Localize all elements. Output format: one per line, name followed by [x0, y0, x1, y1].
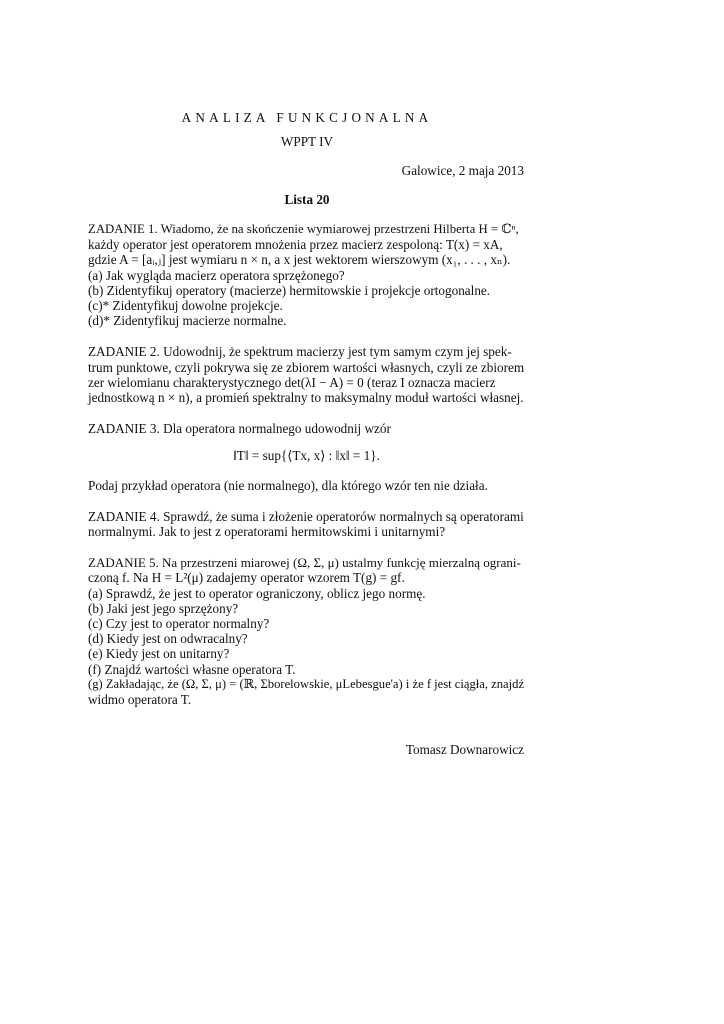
problem-line: Podaj przykład operatora (nie normalnego), dla którego wzór ten nie działa.	[88, 477, 488, 493]
problem-line: widmo operatora T.	[88, 692, 192, 708]
problem-line: (g) Zakładając, że (Ω, Σ, μ) = (ℝ, Σborelowskie, μLebesgue'a) i że f jest ciągła, znajdź	[88, 676, 525, 691]
problem-line: (c)* Zidentyfikuj dowolne projekcje.	[88, 298, 283, 314]
problem-2	[88, 344, 525, 405]
author-signature: Tomasz Downarowicz	[405, 742, 524, 757]
problem-5	[88, 555, 525, 707]
course-title: ANALIZA FUNKCJONALNA	[181, 110, 433, 125]
problem-line: gdzie A = [aᵢ,ⱼ] jest wymiaru n × n, a x jest wektorem wierszowym (x₁, . . . , xₙ).	[88, 252, 511, 268]
problem-line: ZADANIE 4. Sprawdź, że suma i złożenie operatorów normalnych są operatorami	[88, 508, 524, 524]
problem-line: czoną f. Na H = L²(μ) zadajemy operator wzorem T(g) = gf.	[88, 570, 405, 586]
problem-line: (b) Jaki jest jego sprzężony?	[88, 600, 239, 616]
problem-line: normalnymi. Jak to jest z operatorami hermitowskimi i unitarnymi?	[88, 524, 446, 540]
list-title: Lista 20	[284, 192, 330, 207]
problem-line: (d)* Zidentyfikuj macierze normalne.	[88, 313, 287, 329]
problem-line: ZADANIE 2. Udowodnij, że spektrum macierzy jest tym samym czym jej spek-	[88, 344, 512, 360]
problem-1	[88, 222, 525, 328]
problem-line: ZADANIE 5. Na przestrzeni miarowej (Ω, Σ, μ) ustalmy funkcję mierzalną ograni-	[88, 555, 521, 571]
problem-line: (c) Czy jest to operator normalny?	[88, 616, 270, 632]
problem-line: (f) Znajdź wartości własne operatora T.	[88, 661, 296, 677]
problem-line: (d) Kiedy jest on odwracalny?	[88, 631, 248, 647]
problem-line: (b) Zidentyfikuj operatory (macierze) hermitowskie i projekcje ortogonalne.	[88, 282, 491, 298]
problem-4	[88, 509, 525, 539]
problem-line: (a) Jak wygląda macierz operatora sprzężonego?	[88, 267, 345, 283]
problem-3	[88, 421, 525, 493]
problem-line: ZADANIE 3. Dla operatora normalnego udowodnij wzór	[88, 421, 391, 437]
problem-line: ZADANIE 1. Wiadomo, że na skończenie wymiarowej przestrzeni Hilberta H = ℂⁿ,	[88, 222, 519, 236]
problem-line: zer wielomianu charakterystycznego det(λI − A) = 0 (teraz I oznacza macierz	[88, 374, 496, 390]
problem-line: (a) Sprawdź, że jest to operator ograniczony, oblicz jego normę.	[88, 585, 426, 601]
problem-line: jednostkową n × n), a promień spektralny to maksymalny moduł wartości własnej.	[88, 390, 524, 406]
dateline: Galowice, 2 maja 2013	[401, 163, 524, 178]
problems-body	[88, 222, 525, 723]
problem-line: każdy operator jest operatorem mnożenia przez macierz zespoloną: T(x) = xA,	[88, 237, 503, 253]
problem-line: (e) Kiedy jest on unitarny?	[88, 646, 230, 662]
course-subtitle: WPPT IV	[280, 134, 334, 149]
norm-formula: ‖T‖ = sup{⟨Tx, x⟩ : ‖x‖ = 1}.	[233, 448, 380, 464]
problem-line: trum punktowe, czyli pokrywa się ze zbiorem wartości własnych, czyli ze zbiorem	[88, 359, 525, 375]
